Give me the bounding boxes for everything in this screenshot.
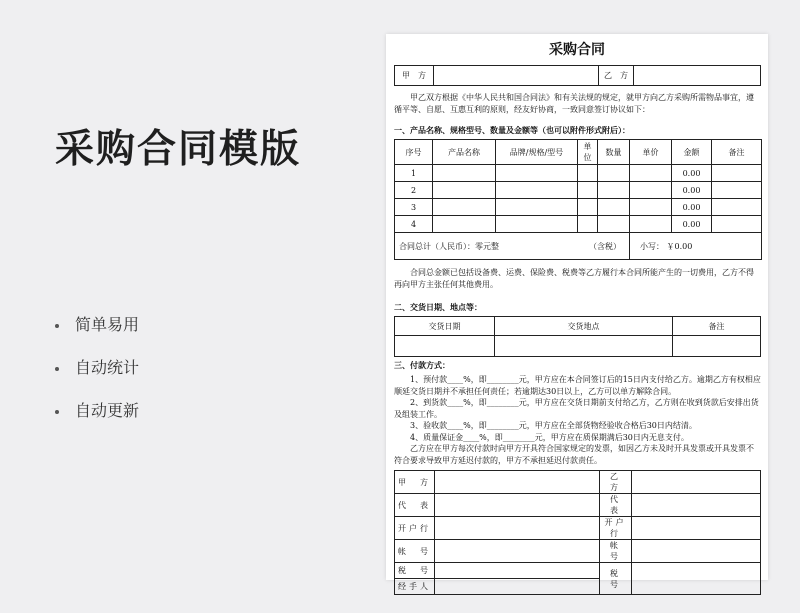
intro-paragraph: 甲乙双方根据《中华人民共和国合同法》和有关法规的规定，就甲方向乙方采购所需物品事宜，遵循平等、自愿、互惠互利的原则，经友好协商，一致同意签订协议如下： — [394, 93, 754, 114]
table-row: 开户行 开户行 — [395, 517, 761, 540]
items-header-row — [395, 140, 762, 165]
table-row: 经手人 — [395, 579, 761, 595]
table-row: 帐 号 帐 号 — [395, 540, 761, 563]
col-header: 产品名称 — [433, 140, 496, 165]
payment-clause: 4、质量保证金____%，即________元，甲方应在质保期满后30日内无息支付。 — [410, 432, 689, 442]
col-header: 品牌/规格/型号 — [496, 140, 578, 165]
col-header: 单位 — [578, 140, 598, 165]
party-a-value — [434, 66, 599, 86]
table-row — [395, 336, 761, 357]
total-label: 合同总计（人民币）：零元整 — [399, 241, 499, 251]
template-title: 采购合同模版 — [55, 127, 302, 172]
document-title: 采购合同 — [549, 42, 605, 58]
feature-item: 简单易用 — [55, 312, 139, 355]
invoice-clause: 乙方应在甲方每次付款时向甲方开具符合国家规定的发票，如因乙方未及时开具发票或开具发票不符合要求导致甲方延迟付款的，甲方不承担延迟付款责任。 — [394, 444, 754, 465]
party-b-value — [634, 66, 761, 86]
bullet-icon — [55, 410, 59, 414]
col-header: 金额 — [672, 140, 712, 165]
party-a-label: 甲 方 — [395, 66, 434, 86]
col-header: 备注 — [673, 317, 761, 336]
delivery-table — [394, 316, 761, 357]
payment-terms — [394, 374, 761, 466]
contract-document-preview — [386, 34, 768, 591]
party-b-label: 乙 方 — [599, 66, 634, 86]
items-table — [394, 139, 762, 260]
section-1-title: 一、产品名称、规格型号、数量及金额等（也可以附件形式附后）： — [394, 125, 630, 135]
section-2-title: 二、交货日期、地点等： — [394, 302, 482, 312]
table-row: 甲 方 乙 方 — [395, 471, 761, 494]
tax-label: （含税） — [589, 241, 621, 251]
payment-clause: 3、验收款____%，即________元，甲方应在全部货物经验收合格后30日内结清。 — [410, 421, 697, 430]
small-total-value: ￥0.00 — [666, 241, 693, 251]
col-header: 序号 — [395, 140, 433, 165]
col-header: 交货地点 — [495, 317, 673, 336]
table-row: 3 0.00 — [395, 199, 762, 216]
table-row: 4 0.00 — [395, 216, 762, 233]
bullet-icon — [55, 367, 59, 371]
table-row: 2 0.00 — [395, 182, 762, 199]
delivery-header-row — [395, 317, 761, 336]
table-row: 代 表 代 表 — [395, 494, 761, 517]
table-row: 税 号 税 号 — [395, 563, 761, 579]
feature-item: 自动统计 — [55, 355, 139, 398]
payment-clause: 2、到货款____%，即________元，甲方应在交货日期前支付给乙方，乙方则在收到货款后安排出货及组装工作。 — [394, 398, 759, 419]
parties-table — [394, 65, 761, 86]
col-header: 数量 — [598, 140, 630, 165]
col-header: 交货日期 — [395, 317, 495, 336]
bullet-icon — [55, 324, 59, 328]
section-3-title: 三、付款方式： — [394, 360, 450, 370]
table-row: 1 0.00 — [395, 165, 762, 182]
feature-item: 自动更新 — [55, 398, 139, 441]
small-total-label: 小写： — [640, 241, 664, 251]
col-header: 备注 — [712, 140, 762, 165]
feature-list — [55, 312, 139, 441]
signature-table — [394, 470, 761, 595]
cost-note-paragraph: 合同总金额已包括设备费、运费、保险费、税费等乙方履行本合同所能产生的一切费用，乙方不得再向甲方主张任何其他费用。 — [394, 268, 754, 289]
payment-clause: 1、预付款____%，即________元，甲方应在本合同签订后的15日内支付给乙方。逾期乙方有权相应顺延交货日期并不承担任何责任；若逾期达30日以上，乙方可以单方解除合同。 — [394, 375, 761, 396]
total-row — [395, 233, 762, 260]
col-header: 单价 — [630, 140, 672, 165]
